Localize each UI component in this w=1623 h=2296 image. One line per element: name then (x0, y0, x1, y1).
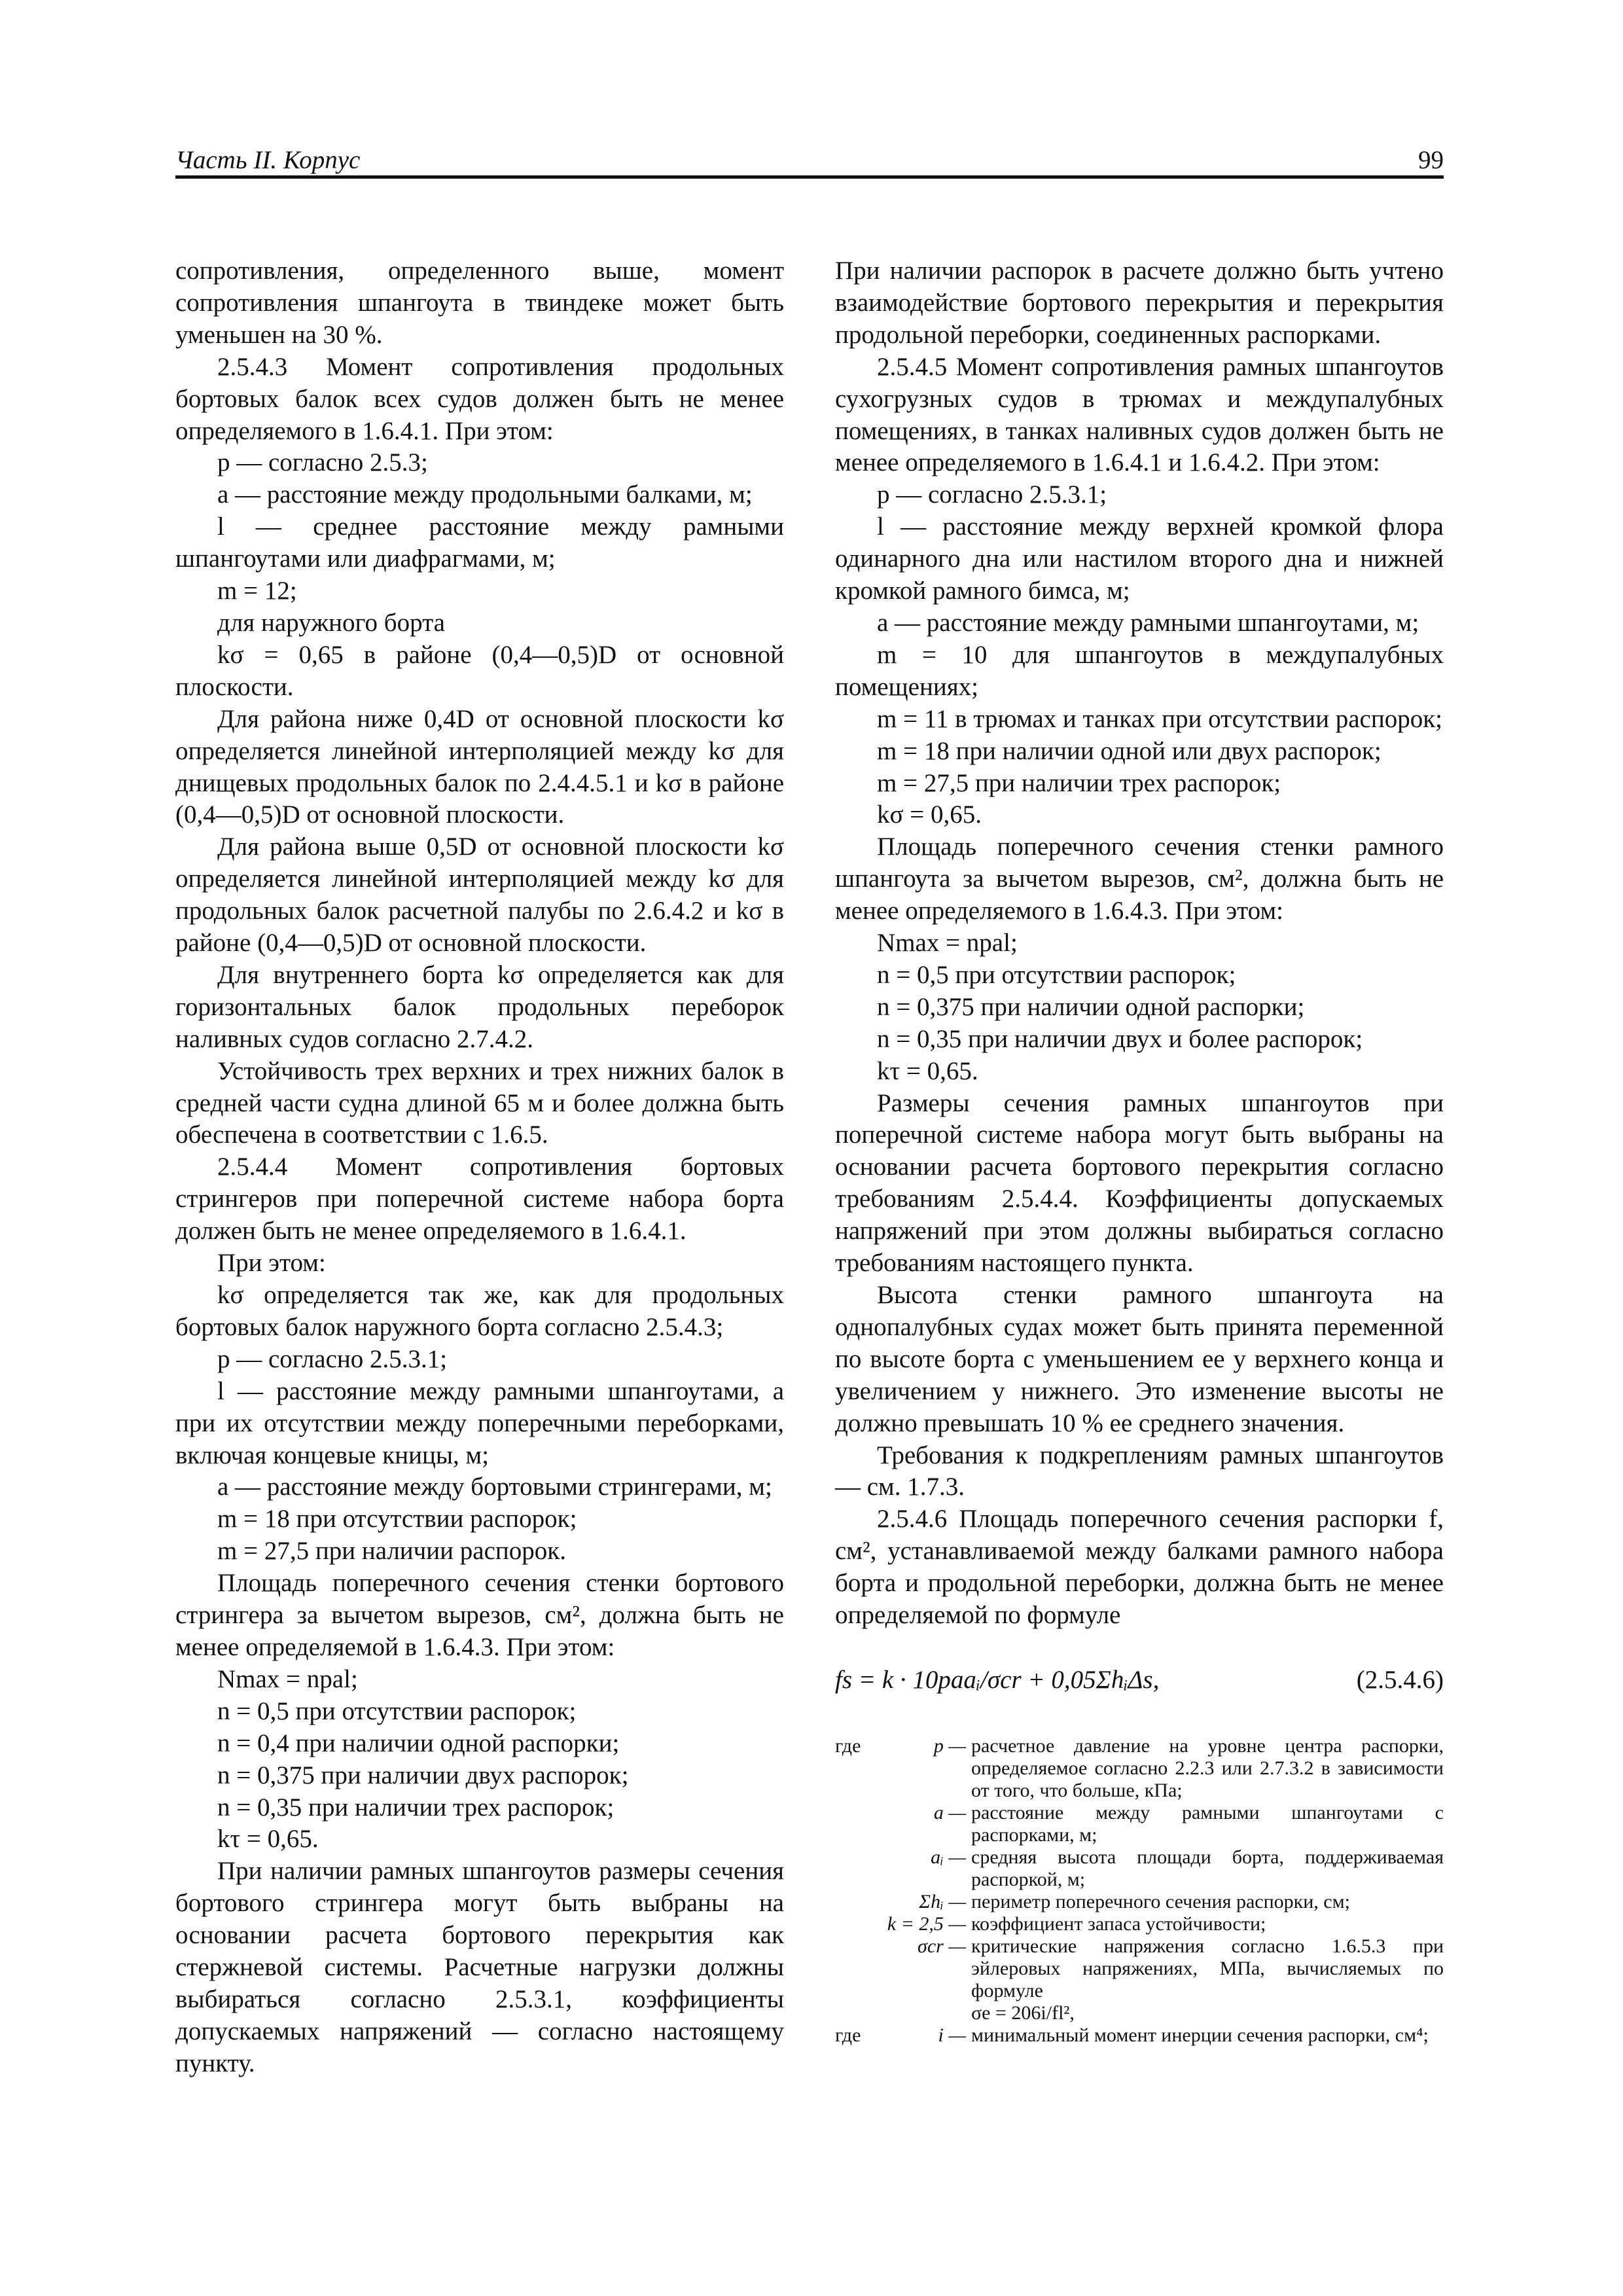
note-lead (835, 1802, 874, 1846)
paragraph: m = 18 при отсутствии распорок; (217, 1505, 577, 1534)
paragraph: При наличии распорок в расчете должно быть учтено взаимодействие бортового перекрытия и перекрытия продольной переборки, соединенных распорками. (835, 257, 1444, 349)
note-txt: минимальный момент инерции сечения распорки, см⁴; (971, 2024, 1429, 2046)
formula-number: (2.5.4.6) (1356, 1665, 1444, 1694)
note-row (835, 1802, 1444, 1846)
paragraph: n = 0,375 при наличии двух распорок; (217, 1761, 629, 1789)
paragraph: для наружного борта (217, 608, 445, 637)
paragraph: Nmax = npal; (877, 929, 1018, 958)
paragraph: Высота стенки рамного шпангоута на однопалубных судах может быть принята переменной по высоте борта с уменьшением ее у верхнего конца и увеличением у нижнего. Это изменение высоты не должно превышать 10 % ее среднего значения. (835, 1281, 1444, 1437)
paragraph: m = 27,5 при наличии трех распорок; (877, 768, 1281, 797)
paragraph: kτ = 0,65. (877, 1056, 978, 1085)
paragraph: kσ определяется так же, как для продольных бортовых балок наружного борта согласно 2.5.4.3; (175, 1281, 784, 1341)
paragraph: m = 11 в трюмах и танках при отсутствии распорок; (877, 704, 1442, 733)
note-row (835, 1891, 1444, 1913)
note-sym: Σhᵢ — (919, 1890, 966, 1912)
paragraph: n = 0,375 при наличии одной распорки; (877, 992, 1305, 1021)
note-lead: где (835, 2024, 861, 2046)
paragraph: kτ = 0,65. (217, 1825, 319, 1854)
note-row (835, 1913, 1444, 1935)
note-sym: aᵢ — (931, 1846, 966, 1868)
formula-expression: fs = k · 10paaᵢ/σcr + 0,05ΣhᵢΔs, (835, 1665, 1160, 1694)
paragraph: a — расстояние между рамными шпангоутами, м; (877, 608, 1419, 637)
paragraph: Nmax = npal; (217, 1664, 358, 1693)
paragraph: kσ = 0,65 в районе (0,4—0,5)D от основной плоскости. (175, 640, 784, 701)
paragraph: m = 10 для шпангоутов в междупалубных помещениях; (835, 640, 1444, 701)
paragraph: a — расстояние между бортовыми стрингерами, м; (217, 1473, 772, 1501)
page-header (175, 145, 1444, 179)
formula-notes (835, 1735, 1444, 2047)
paragraph: При наличии рамных шпангоутов размеры сечения бортового стрингера могут быть выбраны на основании расчета бортового перекрытия как стержневой системы. Расчетные нагрузки должны выбираться согласно 2.5.3.1, коэффициенты допускаемых напряжений — согласно настоящему пункту. (175, 1857, 784, 2077)
note-row (835, 2002, 1444, 2024)
note-sym: p — (933, 1734, 966, 1757)
paragraph: При этом: (217, 1249, 326, 1278)
formula-2-5-4-6 (835, 1647, 1444, 1726)
paragraph: 2.5.4.3 Момент сопротивления продольных бортовых балок всех судов должен быть не менее определяемого в 1.6.4.1. При этом: (175, 352, 784, 445)
note-txt: расчетное давление на уровне центра распорки, определяемое согласно 2.2.3 или 2.7.3.2 в зависимости от того, что больше, кПа; (971, 1734, 1444, 1801)
paragraph: p — согласно 2.5.3; (217, 448, 428, 477)
note-txt: коэффициент запаса устойчивости; (971, 1912, 1266, 1935)
paragraph: l — расстояние между рамными шпангоутами, а при их отсутствии между поперечными переборками, включая концевые кницы, м; (175, 1376, 784, 1469)
note-sym: i — (938, 2024, 966, 2046)
paragraph: Размеры сечения рамных шпангоутов при поперечной системе набора могут быть выбраны на основании расчета бортового перекрытия согласно требованиям 2.5.4.4. Коэффициенты допускаемых напряжений при этом должны выбираться согласно требованиям настоящего пункта. (835, 1088, 1444, 1278)
paragraph: n = 0,4 при наличии одной распорки; (217, 1729, 620, 1757)
paragraph: p — согласно 2.5.3.1; (217, 1344, 448, 1373)
note-lead (835, 2002, 874, 2024)
paragraph: l — расстояние между верхней кромкой флора одинарного дна или настилом второго дна и нижней кромкой рамного бимса, м; (835, 512, 1444, 605)
paragraph: Для района ниже 0,4D от основной плоскости kσ определяется линейной интерполяцией между kσ для днищевых продольных балок по 2.4.4.5.1 и kσ в районе (0,4—0,5)D от основной плоскости. (175, 704, 784, 829)
note-sym: σcr — (918, 1935, 966, 1957)
paragraph: 2.5.4.4 Момент сопротивления бортовых стрингеров при поперечной системе набора борта должен быть не менее определяемого в 1.6.4.1. (175, 1153, 784, 1246)
note-sym: a — (933, 1801, 966, 1823)
note-row (835, 2024, 1444, 2047)
note-row (835, 1846, 1444, 1891)
paragraph: Для района выше 0,5D от основной плоскости kσ определяется линейной интерполяцией между kσ для продольных балок расчетной палубы по 2.6.4.2 и kσ в районе (0,4—0,5)D от основной плоскости. (175, 833, 784, 958)
right-column (835, 255, 1444, 2047)
paragraph: n = 0,5 при отсутствии распорок; (217, 1696, 577, 1725)
paragraph: m = 12; (217, 577, 297, 605)
note-lead (835, 1891, 874, 1913)
running-title: Часть II. Корпус (175, 146, 361, 174)
paragraph: a — расстояние между продольными балками, м; (217, 480, 753, 509)
note-lead: где (835, 1734, 861, 1757)
left-column (175, 255, 784, 2080)
note-lead (835, 1913, 874, 1935)
paragraph: n = 0,35 при наличии трех распорок; (217, 1793, 615, 1821)
paragraph: Устойчивость трех верхних и трех нижних балок в средней части судна длиной 65 м и более должна быть обеспечена в соответствии с 1.6.5. (175, 1056, 784, 1149)
note-lead (835, 1846, 874, 1891)
note-sym (874, 2002, 971, 2024)
paragraph: p — согласно 2.5.3.1; (877, 480, 1107, 509)
note-row (835, 1735, 1444, 1802)
note-sym: k = 2,5 — (887, 1912, 966, 1935)
paragraph: 2.5.4.6 Площадь поперечного сечения распорки f, см², устанавливаемой между балками рамного набора борта и продольной переборки, должна быть не менее определяемой по формуле (835, 1505, 1444, 1630)
paragraph: n = 0,5 при отсутствии распорок; (877, 960, 1236, 989)
paragraph: kσ = 0,65. (877, 800, 982, 829)
note-lead (835, 1935, 874, 2002)
paragraph: m = 27,5 при наличии распорок. (217, 1537, 566, 1566)
paragraph: Требования к подкреплениям рамных шпангоутов — см. 1.7.3. (835, 1441, 1444, 1501)
note-txt: расстояние между рамными шпангоутами с распорками, м; (971, 1801, 1444, 1846)
paragraph: m = 18 при наличии одной или двух распорок; (877, 736, 1382, 765)
right-column-paragraphs (835, 255, 1444, 1632)
paragraph: Площадь поперечного сечения стенки рамного шпангоута за вычетом вырезов, см², должна быть не менее определяемого в 1.6.4.3. При этом: (835, 833, 1444, 925)
note-txt: средняя высота площади борта, поддерживаемая распоркой, м; (971, 1846, 1444, 1890)
paragraph: l — среднее расстояние между рамными шпангоутами или диафрагмами, м; (175, 512, 784, 573)
paragraph: 2.5.4.5 Момент сопротивления рамных шпангоутов сухогрузных судов в трюмах и междупалубных помещениях, в танках наливных судов должен быть не менее определяемого в 1.6.4.1 и 1.6.4.2. При этом: (835, 352, 1444, 477)
paragraph: сопротивления, определенного выше, момент сопротивления шпангоута в твиндеке может быть уменьшен на 30 %. (175, 257, 784, 349)
page-number: 99 (1418, 146, 1444, 174)
paragraph: Для внутреннего борта kσ определяется как для горизонтальных балок продольных переборок наливных судов согласно 2.7.4.2. (175, 960, 784, 1053)
note-txt: σe = 206i/fl², (971, 2001, 1075, 2024)
paragraph: Площадь поперечного сечения стенки бортового стрингера за вычетом вырезов, см², должна быть не менее определяемой в 1.6.4.3. При этом: (175, 1569, 784, 1661)
note-txt: периметр поперечного сечения распорки, см; (971, 1890, 1350, 1912)
note-row (835, 1935, 1444, 2002)
note-txt: критические напряжения согласно 1.6.5.3 при эйлеровых напряжениях, МПа, вычисляемых по формуле (971, 1935, 1444, 2001)
paragraph: n = 0,35 при наличии двух и более распорок; (877, 1024, 1363, 1053)
